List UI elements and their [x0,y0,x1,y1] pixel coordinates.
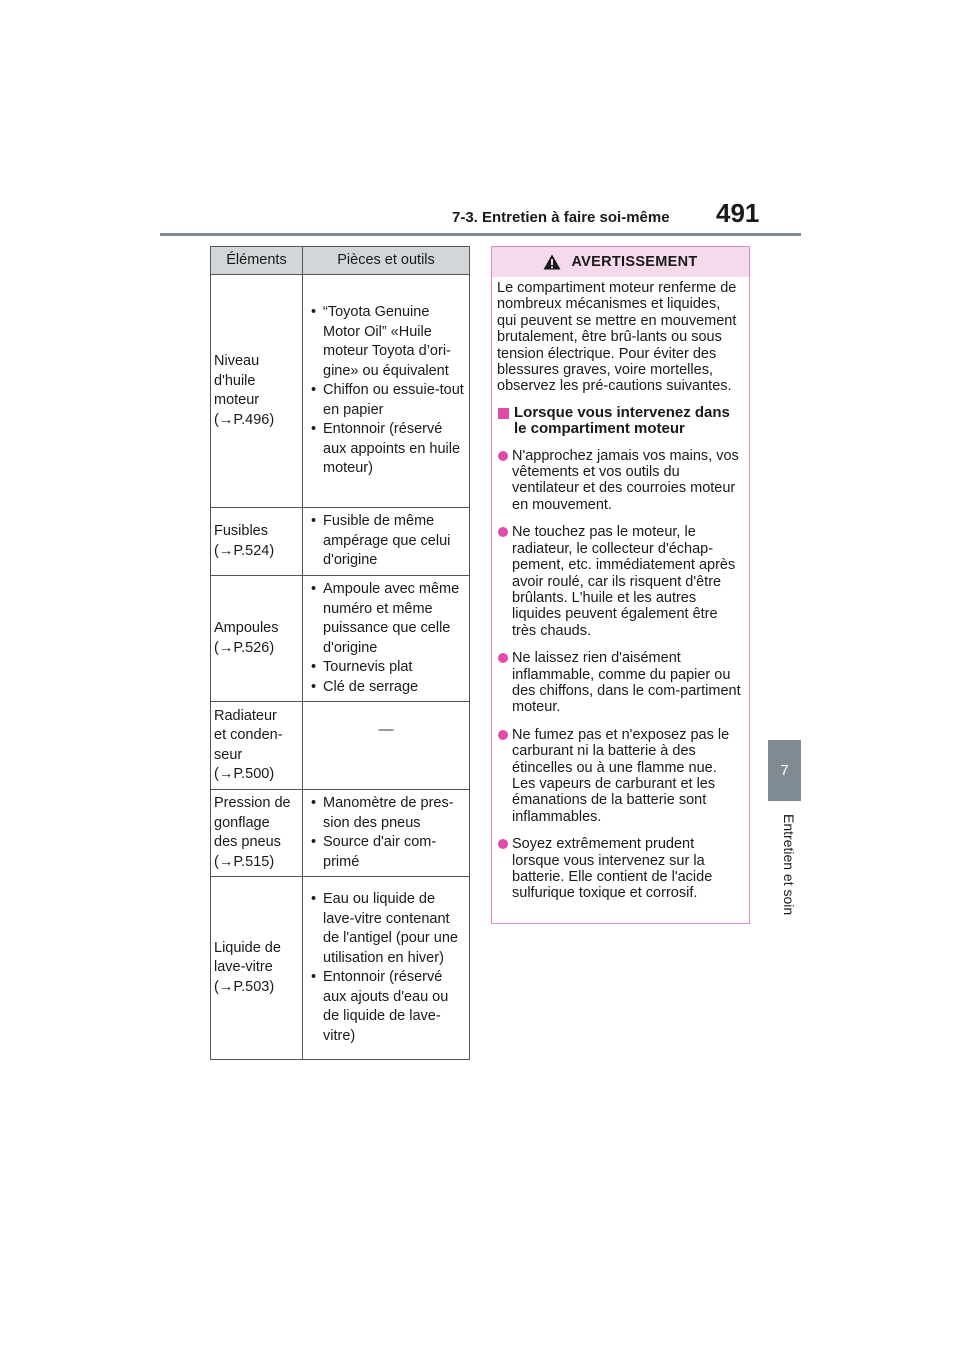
item-cell: Ampoules (→P.526) [211,576,303,702]
item-cell: Pression de gonflage des pneus (→P.515) [211,790,303,877]
circle-bullet-icon [498,451,508,461]
chapter-label: Entretien et soin [781,814,797,916]
tools-cell [303,508,470,576]
circle-bullet-icon [498,527,508,537]
table-header-row [211,247,470,275]
table-row [211,790,470,877]
table-row [211,877,470,1060]
table-row [211,702,470,790]
list-item: • “Toyota Genuine Motor Oil” «Huile moteur Toyota d’ori-gine» ou équivalent [307,303,465,381]
tools-cell [303,790,470,877]
list-item: Ne laissez rien d'aisément inflammable, comme du papier ou des chiffons, dans le com-partiment moteur. [497,650,743,716]
item-cell: Liquide de lave-vitre (→P.503) [211,877,303,1060]
list-item: • Tournevis plat [307,658,465,678]
list-item: • Ampoule avec même numéro et même puissance que celle d'origine [307,580,465,658]
warning-intro: Le compartiment moteur renferme de nombreux mécanismes et liquides, qui peuvent se mettre en mouvement brutalement, être brû-lants ou sous tension électrique. Pour éviter des blessures graves, voire mortelles, observez les pré-cautions suivantes. [497,280,737,395]
page-number: 491 [716,198,760,228]
column-header: Pièces et outils [303,247,470,275]
warning-triangle-icon [543,254,561,270]
circle-bullet-icon [498,839,508,849]
list-item: • Entonnoir (réservé aux ajouts d'eau ou de liquide de lave-vitre) [307,968,465,1046]
list-item: Soyez extrêmement prudent lorsque vous intervenez sur la batterie. Elle contient de l'acide sulfurique toxique et corrosif. [497,836,743,902]
empty-dash: — [378,721,394,738]
tools-cell [303,576,470,702]
list-item: • Clé de serrage [307,678,465,698]
list-item: • Fusible de même ampérage que celui d'origine [307,512,465,571]
table-row [211,275,470,508]
tools-cell [303,275,470,508]
warning-title: AVERTISSEMENT [571,254,698,270]
warning-header [492,247,749,277]
tools-cell [303,702,470,790]
item-cell: Fusibles (→P.524) [211,508,303,576]
circle-bullet-icon [498,653,508,663]
item-cell: Radiateur et conden- seur (→P.500) [211,702,303,790]
parts-table [210,246,470,1060]
section-title: 7-3. Entretien à faire soi-même [452,209,670,226]
square-bullet-icon [498,408,509,419]
list-item: • Source d'air com-primé [307,833,465,872]
header-rule [160,233,801,236]
table-row [211,508,470,576]
list-item: • Eau ou liquide de lave-vitre contenant de l'antigel (pour une utilisation en hiver) [307,890,465,968]
circle-bullet-icon [498,730,508,740]
table-row [211,576,470,702]
list-item: • Entonnoir (réservé aux appoints en huile moteur) [307,420,465,479]
tools-cell [303,877,470,1060]
list-item: • Chiffon ou essuie-tout en papier [307,381,465,420]
list-item: Ne fumez pas et n'exposez pas le carburant ni la batterie à des étincelles ou à une flamme nue. Les vapeurs de carburant et les émanations de la batterie sont inflammables. [497,727,743,825]
subsection-title: Lorsque vous intervenez dans le compartiment moteur [514,403,730,438]
warning-box [491,246,750,924]
column-header: Éléments [211,247,303,275]
list-item: Ne touchez pas le moteur, le radiateur, le collecteur d'échap-pement, etc. immédiatement après avoir roulé, car ils risquent d'être brûlants. L'huile et les autres liquides peuvent également être très chauds. [497,524,743,639]
chapter-tab: 7 [768,740,801,801]
list-item: N'approchez jamais vos mains, vos vêtements et vos outils du ventilateur et des courroies moteur en mouvement. [497,448,743,514]
list-item: • Manomètre de pres-sion des pneus [307,794,465,833]
warning-subsection [497,405,743,438]
item-cell: Niveau d'huile moteur (→P.496) [211,275,303,508]
warning-body [492,277,749,902]
